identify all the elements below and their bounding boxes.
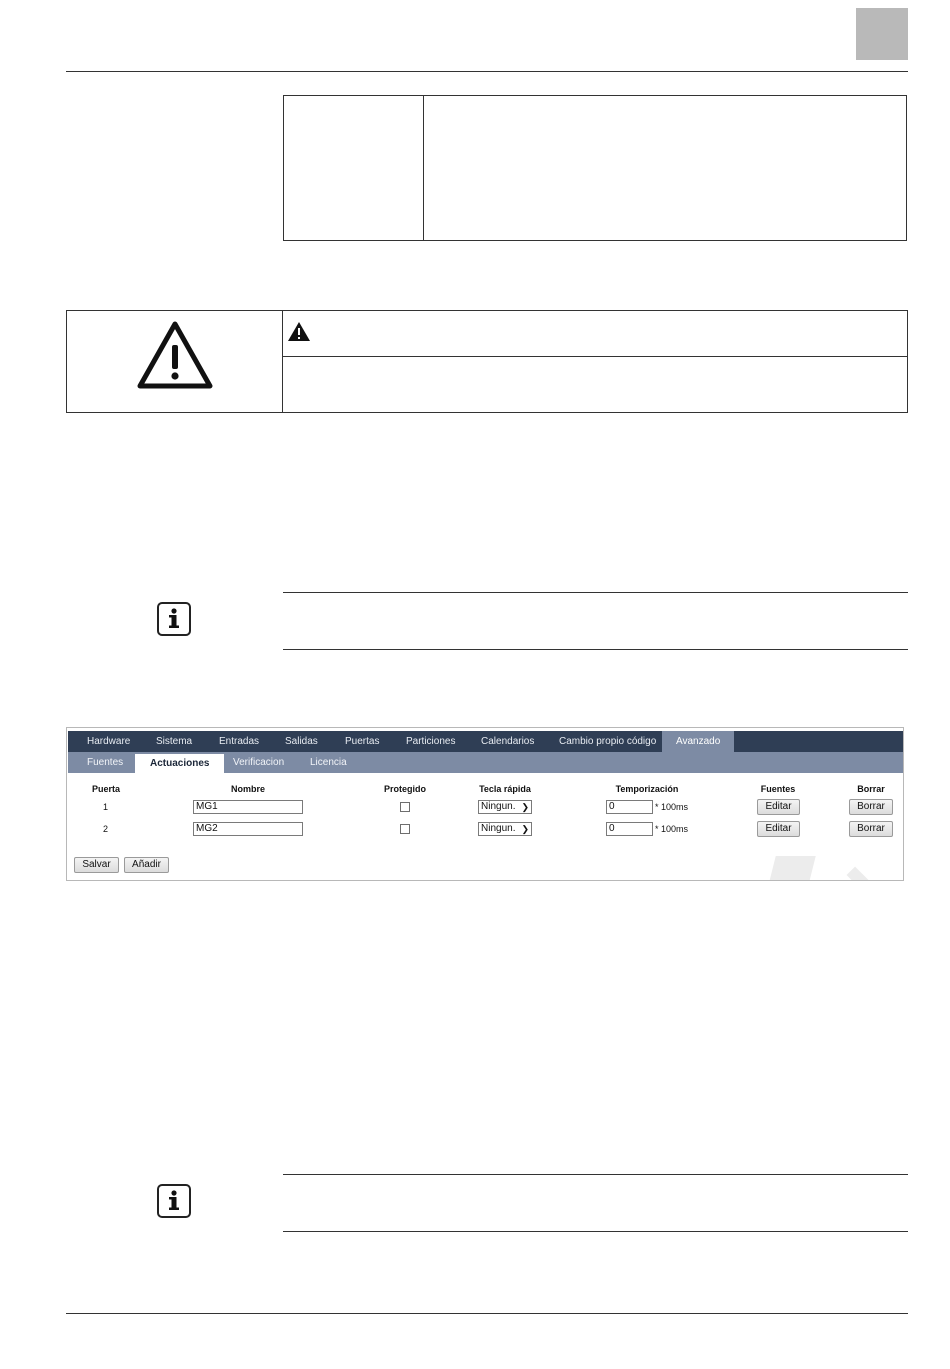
note-top-rule bbox=[283, 1174, 908, 1175]
tecla-rapida-select[interactable] bbox=[478, 800, 532, 814]
subtab-actuaciones[interactable]: Actuaciones bbox=[135, 754, 224, 773]
note-top-rule bbox=[283, 592, 908, 593]
nombre-input[interactable]: MG1 bbox=[193, 800, 303, 814]
tab-entradas[interactable]: Entradas bbox=[219, 736, 260, 747]
note-bottom-rule bbox=[283, 1231, 908, 1232]
empty-table bbox=[283, 95, 907, 241]
row-puerta: 1 bbox=[103, 802, 109, 812]
tecla-rapida-value: Ningun. bbox=[481, 801, 516, 812]
web-ui-screenshot bbox=[66, 727, 904, 881]
borrar-button[interactable]: Borrar bbox=[849, 821, 893, 837]
tab-cambio-propio-codigo[interactable]: Cambio propio código bbox=[559, 736, 657, 747]
header-puerta: Puerta bbox=[91, 784, 121, 794]
chapter-tab bbox=[856, 8, 908, 60]
editar-button[interactable]: Editar bbox=[757, 799, 800, 815]
header-temporizacion: Temporización bbox=[615, 784, 679, 794]
footer-rule bbox=[66, 1313, 908, 1314]
row-puerta: 2 bbox=[103, 824, 109, 834]
header-protegido: Protegido bbox=[384, 784, 426, 794]
protegido-checkbox[interactable] bbox=[400, 824, 410, 834]
subtab-licencia[interactable]: Licencia bbox=[310, 757, 347, 768]
warning-small-icon bbox=[287, 321, 311, 342]
tecla-rapida-select[interactable] bbox=[478, 822, 532, 836]
anadir-button[interactable]: Añadir bbox=[124, 857, 169, 873]
watermark-shape bbox=[847, 867, 874, 881]
subtab-verificacion[interactable]: Verificacion bbox=[233, 757, 285, 768]
chevron-down-icon: ❯ bbox=[521, 802, 529, 812]
temporizacion-input[interactable]: 0 bbox=[606, 822, 653, 836]
table-column-divider bbox=[423, 96, 424, 240]
subtab-fuentes[interactable]: Fuentes bbox=[87, 757, 124, 768]
tecla-rapida-value: Ningun. bbox=[481, 823, 516, 834]
temporizacion-unit: * 100ms bbox=[655, 802, 689, 812]
chevron-down-icon: ❯ bbox=[521, 824, 529, 834]
header-rule bbox=[66, 71, 908, 72]
tab-calendarios[interactable]: Calendarios bbox=[481, 736, 535, 747]
warning-triangle-icon bbox=[137, 321, 213, 389]
main-nav bbox=[68, 731, 903, 752]
note-bottom-rule bbox=[283, 649, 908, 650]
tab-avanzado[interactable]: Avanzado bbox=[662, 731, 734, 752]
temporizacion-input[interactable]: 0 bbox=[606, 800, 653, 814]
borrar-button[interactable]: Borrar bbox=[849, 799, 893, 815]
tab-sistema[interactable]: Sistema bbox=[156, 736, 193, 747]
salvar-button[interactable]: Salvar bbox=[74, 857, 119, 873]
info-icon bbox=[157, 602, 191, 636]
tab-puertas[interactable]: Puertas bbox=[345, 736, 380, 747]
nombre-input[interactable]: MG2 bbox=[193, 822, 303, 836]
watermark-shape bbox=[768, 856, 815, 881]
warning-row-divider bbox=[283, 356, 907, 357]
tab-particiones[interactable]: Particiones bbox=[406, 736, 456, 747]
warning-column-divider bbox=[282, 311, 283, 412]
header-borrar: Borrar bbox=[857, 784, 885, 794]
temporizacion-unit: * 100ms bbox=[655, 824, 689, 834]
protegido-checkbox[interactable] bbox=[400, 802, 410, 812]
header-nombre: Nombre bbox=[230, 784, 266, 794]
header-tecla-rapida: Tecla rápida bbox=[479, 784, 531, 794]
warning-box bbox=[66, 310, 908, 413]
tab-hardware[interactable]: Hardware bbox=[87, 736, 131, 747]
tab-salidas[interactable]: Salidas bbox=[285, 736, 318, 747]
info-icon bbox=[157, 1184, 191, 1218]
editar-button[interactable]: Editar bbox=[757, 821, 800, 837]
sub-nav bbox=[68, 752, 903, 773]
header-fuentes: Fuentes bbox=[760, 784, 796, 794]
